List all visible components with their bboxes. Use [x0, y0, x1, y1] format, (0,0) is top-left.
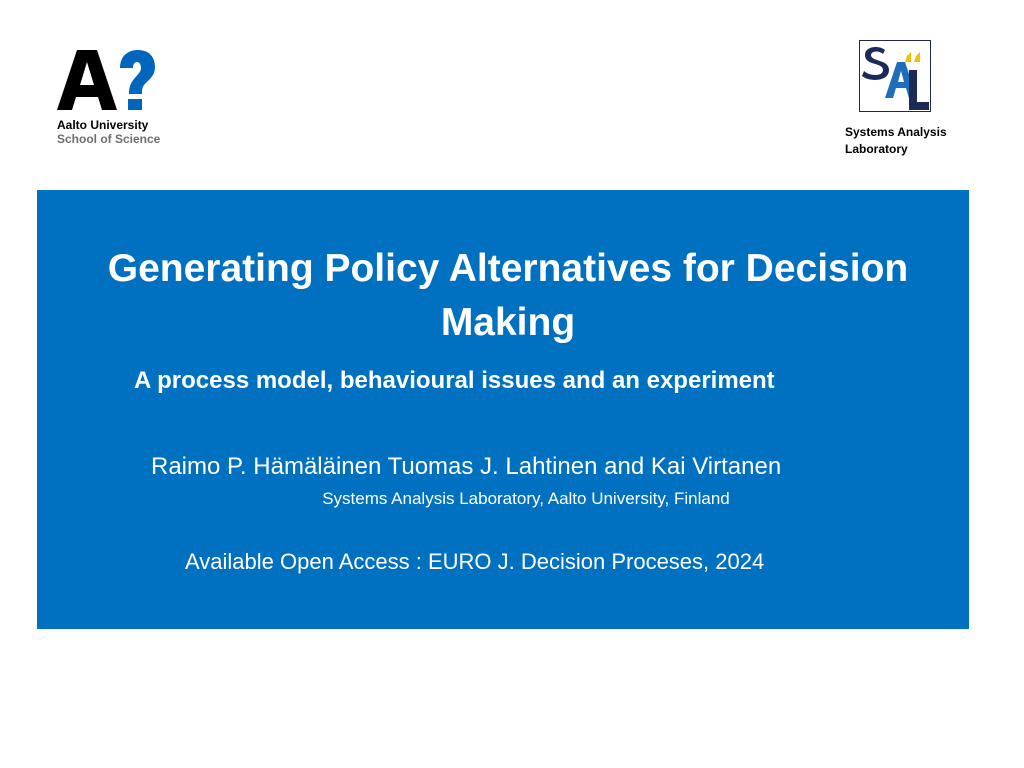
sal-logo [859, 40, 931, 112]
affiliation: Systems Analysis Laboratory, Aalto University, Finland [322, 489, 730, 508]
aalto-school-name: School of Science [57, 132, 161, 146]
title-panel [37, 190, 969, 629]
slide-subtitle: A process model, behavioural issues and an experiment [134, 367, 775, 394]
sal-caption [845, 124, 1015, 158]
sal-caption-line1: Systems Analysis [845, 125, 947, 139]
sal-caption-line2: Laboratory [845, 142, 908, 156]
aalto-university-name: Aalto University [57, 118, 149, 132]
aalto-a-question-mark-logo [57, 50, 157, 112]
aalto-university-logo [57, 50, 187, 146]
authors: Raimo P. Hämäläinen Tuomas J. Lahtinen and Kai Virtanen [151, 453, 782, 480]
slide-title: Generating Policy Alternatives for Decision Making [107, 247, 909, 344]
open-access-note: Available Open Access : EURO J. Decision Proceses, 2024 [185, 549, 765, 574]
